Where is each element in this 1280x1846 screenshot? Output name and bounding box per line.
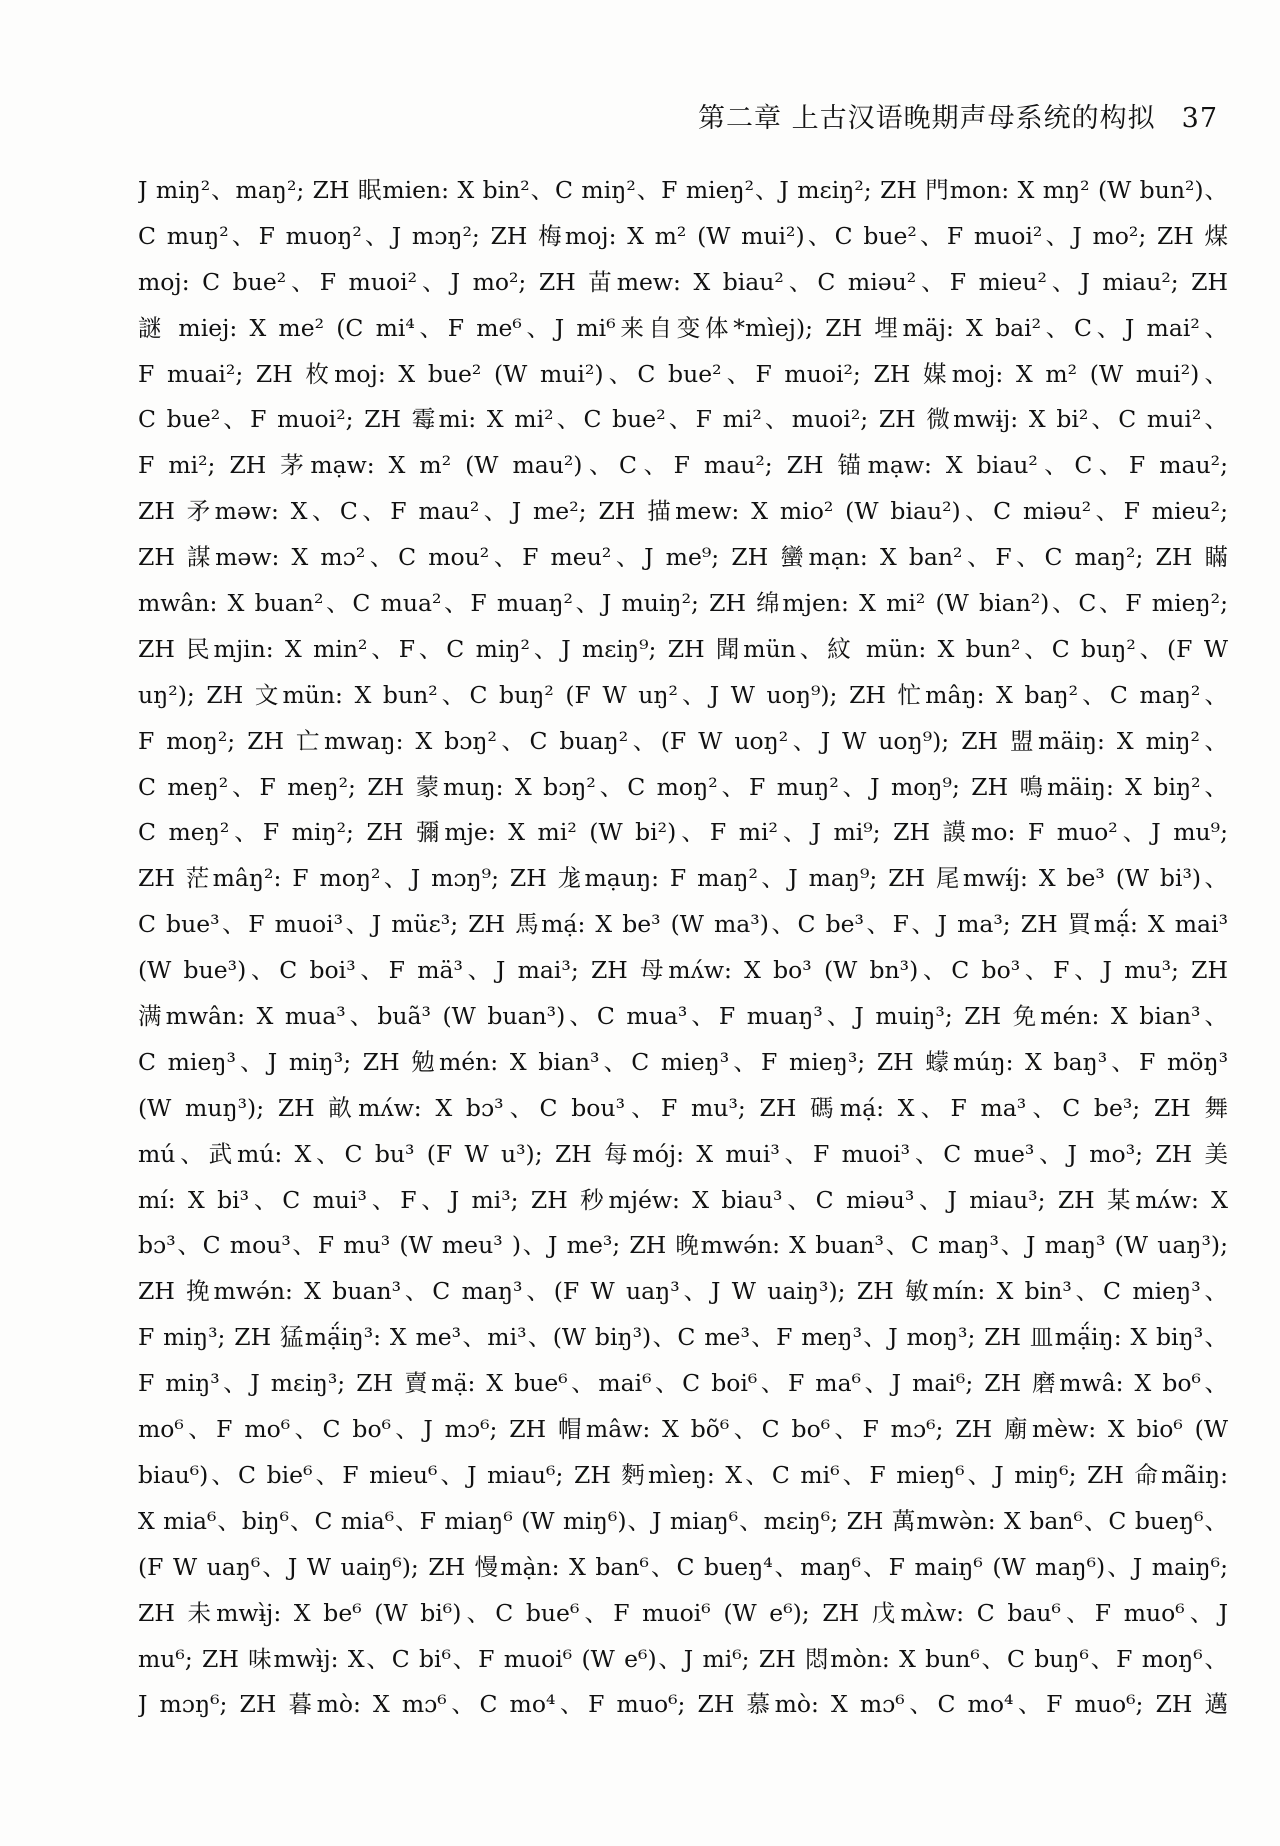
- text-line: J mɔŋ⁶; ZH 暮mò: X mɔ⁶、C mo⁴、F muo⁶; ZH 慕mò: X mɔ⁶、C mo⁴、F muo⁶; ZH 邁: [138, 1690, 1228, 1719]
- running-head: [698, 96, 1218, 135]
- text-line: ZH 矛məw: X、C、F mau²、J me²; ZH 描mew: X mio² (W biau²)、C miəu²、F mieu²;: [138, 497, 1228, 526]
- text-line: C bue³、F muoi³、J müɛ³; ZH 馬mạ́: X be³ (W ma³)、C be³、F、J ma³; ZH 買mạ̈́: X mai³: [138, 910, 1228, 939]
- page-number: 37: [1181, 103, 1218, 134]
- text-line: mí: X bi³、C mui³、F、J mi³; ZH 秒mjéw: X biau³、C miəu³、J miau³; ZH 某mʌ́w: X: [138, 1185, 1228, 1214]
- text-line: uŋ²); ZH 文mün: X bun²、C buŋ² (F W uŋ²、J W uoŋ⁹); ZH 忙mâŋ: X baŋ²、C maŋ²、: [138, 680, 1228, 709]
- text-line: (W bue³)、C boi³、F mä³、J mai³; ZH 母mʌ́w: X bo³ (W bn³)、C bo³、F、J mu³; ZH: [138, 956, 1228, 985]
- text-line: mo⁶、F mo⁶、C bo⁶、J mɔ⁶; ZH 帽mâw: X bõ⁶、C bo⁶、F mɔ⁶; ZH 廟mèw: X bio⁶ (W: [138, 1415, 1228, 1444]
- text-line: mú、武mú: X、C bu³ (F W u³); ZH 每mój: X mui³、F muoi³、C mue³、J mo³; ZH 美: [138, 1139, 1228, 1168]
- text-line: C muŋ²、F muoŋ²、J mɔŋ²; ZH 梅moj: X m² (W mui²)、C bue²、F muoi²、J mo²; ZH 煤: [138, 221, 1228, 250]
- text-line: moj: C bue²、F muoi²、J mo²; ZH 苗mew: X biau²、C miəu²、F mieu²、J miau²; ZH: [138, 267, 1228, 296]
- text-line: F moŋ²; ZH 亡mwaŋ: X bɔŋ²、C buaŋ²、(F W uoŋ²、J W uoŋ⁹); ZH 盟mäiŋ: X miŋ²、: [138, 726, 1228, 755]
- text-line: C mieŋ³、J miŋ³; ZH 勉mén: X bian³、C mieŋ³、F mieŋ³; ZH 蠓múŋ: X baŋ³、F möŋ³: [138, 1047, 1228, 1076]
- text-line: F miŋ³; ZH 猛mạ̈́iŋ³: X me³、mi³、(W biŋ³)、C me³、F meŋ³、J moŋ³; ZH 皿mạ̈́iŋ: X biŋ³、: [138, 1323, 1228, 1352]
- text-line: 謎 miej: X me² (C mi⁴、F me⁶、J mi⁶来自变体*mìej); ZH 埋mäj: X bai²、C、J mai²、: [138, 313, 1228, 342]
- text-line: J miŋ²、maŋ²; ZH 眠mien: X bin²、C miŋ²、F mieŋ²、J mɛiŋ²; ZH 門mon: X mŋ² (W bun²)、: [138, 176, 1228, 204]
- text-line: F mi²; ZH 茅mạw: X m² (W mau²)、C、F mau²; ZH 锚mạw: X biau²、C、F mau²;: [138, 451, 1228, 480]
- text-line: mwân: X buan²、C mua²、F muaŋ²、J muiŋ²; ZH 绵mjen: X mi² (W bian²)、C、F mieŋ²;: [138, 589, 1228, 618]
- text-line: F miŋ³、J mɛiŋ³; ZH 賣mạ̈: X bue⁶、mai⁶、C boi⁶、F ma⁶、J mai⁶; ZH 磨mwâ: X bo⁶、: [138, 1369, 1228, 1398]
- text-line: ZH 謀məw: X mɔ²、C mou²、F meu²、J me⁹; ZH 蠻mạn: X ban²、F、C maŋ²; ZH 瞞: [138, 543, 1228, 572]
- chapter-title: 第二章 上古汉语晚期声母系统的构拟: [698, 103, 1156, 134]
- text-line: C meŋ²、F meŋ²; ZH 蒙muŋ: X bɔŋ²、C moŋ²、F muŋ²、J moŋ⁹; ZH 鳴mäiŋ: X biŋ²、: [138, 772, 1228, 801]
- text-line: X mia⁶、biŋ⁶、C mia⁶、F miaŋ⁶ (W miŋ⁶)、J miaŋ⁶、mɛiŋ⁶; ZH 萬mwə̀n: X ban⁶、C bueŋ⁶、: [138, 1506, 1228, 1535]
- text-line: bɔ³、C mou³、F mu³ (W meu³ )、J me³; ZH 晚mwə́n: X buan³、C maŋ³、J maŋ³ (W uaŋ³);: [138, 1231, 1228, 1260]
- text-line: (W muŋ³); ZH 畝mʌ́w: X bɔ³、C bou³、F mu³; ZH 碼mạ́: X、F ma³、C be³; ZH 舞: [138, 1093, 1228, 1122]
- text-line: biau⁶)、C bie⁶、F mieu⁶、J miau⁶; ZH 麪mìeŋ: X、C mi⁶、F mieŋ⁶、J miŋ⁶; ZH 命mãiŋ:: [138, 1460, 1228, 1489]
- text-line: C meŋ²、F miŋ²; ZH 彌mje: X mi² (W bi²)、F mi²、J mi⁹; ZH 謨mo: F muo²、J mu⁹;: [138, 818, 1228, 847]
- text-line: ZH 茫mâŋ²: F moŋ²、J mɔŋ⁹; ZH 尨mạuŋ: F maŋ²、J maŋ⁹; ZH 尾mwɨ́j: X be³ (W bi³)、: [138, 864, 1228, 893]
- text-line: F muai²; ZH 枚moj: X bue² (W mui²)、C bue²、F muoi²; ZH 媒moj: X m² (W mui²)、: [138, 359, 1228, 388]
- text-line: mu⁶; ZH 味mwɨ̀j: X、C bi⁶、F muoi⁶ (W e⁶)、J mi⁶; ZH 悶mòn: X bun⁶、C buŋ⁶、F moŋ⁶、: [138, 1644, 1228, 1673]
- text-line: (F W uaŋ⁶、J W uaiŋ⁶); ZH 慢mạ̀n: X ban⁶、C bueŋ⁴、maŋ⁶、F maiŋ⁶ (W maŋ⁶)、J maiŋ⁶;: [138, 1552, 1228, 1581]
- text-line: C bue²、F muoi²; ZH 霉mi: X mi²、C bue²、F mi²、muoi²; ZH 微mwɨj: X bi²、C mui²、: [138, 405, 1228, 434]
- text-line: ZH 民mjin: X min²、F、C miŋ²、J mɛiŋ⁹; ZH 聞mün、紋 mün: X bun²、C buŋ²、(F W: [138, 634, 1228, 663]
- text-line: ZH 挽mwə́n: X buan³、C maŋ³、(F W uaŋ³、J W uaiŋ³); ZH 敏mín: X bin³、C mieŋ³、: [138, 1277, 1228, 1306]
- text-line: 满mwân: X mua³、buã³ (W buan³)、C mua³、F muaŋ³、J muiŋ³; ZH 免mén: X bian³、: [138, 1002, 1228, 1031]
- text-line: ZH 未mwɨ̀j: X be⁶ (W bi⁶)、C bue⁶、F muoi⁶ (W e⁶); ZH 戊mʌ̀w: C bau⁶、F muo⁶、J: [138, 1598, 1228, 1627]
- body-text: [138, 168, 1228, 1728]
